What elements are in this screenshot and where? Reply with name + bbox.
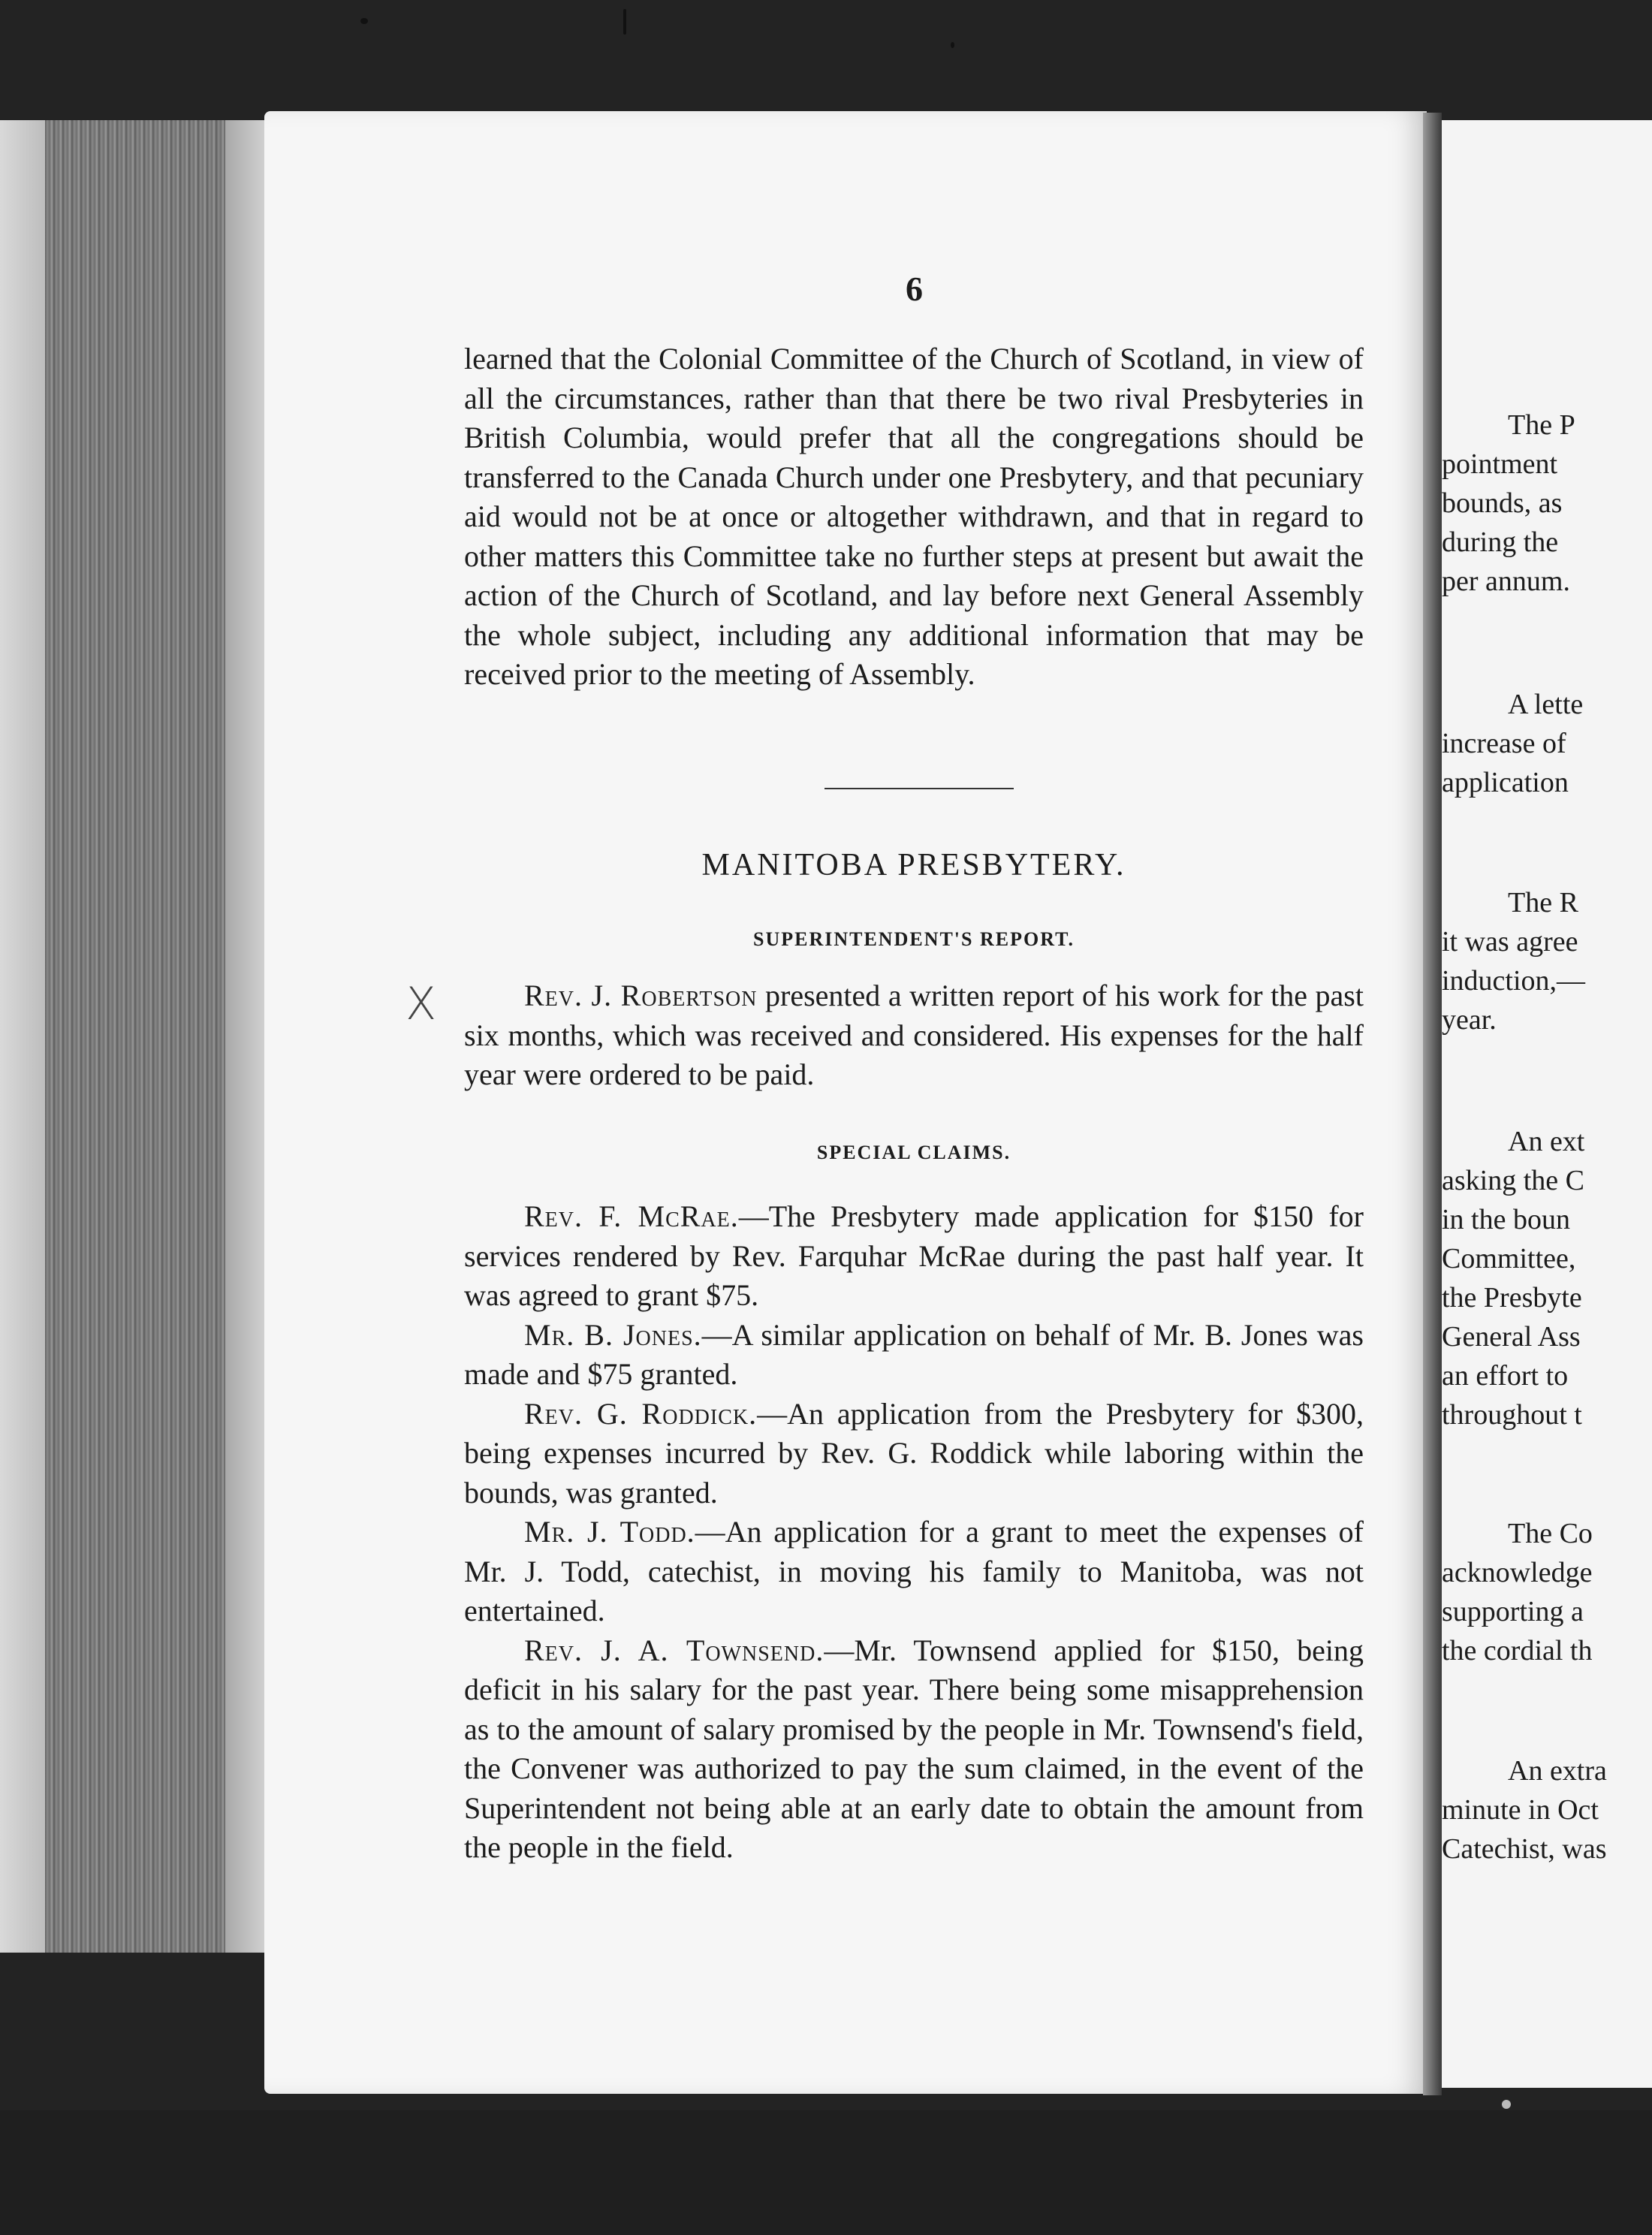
page-edge-shadow xyxy=(225,120,270,1953)
page-number: 6 xyxy=(906,270,923,308)
claim-item xyxy=(464,1395,1364,1513)
superintendent-paragraph xyxy=(464,976,1364,1095)
dust-speck xyxy=(623,9,626,35)
facing-line: General Ass xyxy=(1442,1321,1581,1353)
facing-line: per annum. xyxy=(1442,566,1570,597)
facing-page xyxy=(1442,120,1652,2088)
special-claims-list xyxy=(464,1197,1364,1868)
superintendent-report xyxy=(464,976,1364,1095)
facing-block-4 xyxy=(1442,1122,1652,1434)
continuation-text: learned that the Colonial Committee of the Church of Scotland, in view of all the circumstances, rather than that there be two rival Presbyteries in British Columbia, would prefer that all the congregations should be transferred to the Canada Church under one Presbytery, and that pecuniary aid would not be at once or altogether withdrawn, and that in regard to other matters this Committee take no further steps at present but await the action of the Church of Scotland, and lay before next General Assembly the whole subject, including any additional information that may be received prior to the meeting of Assembly. xyxy=(464,342,1364,691)
facing-line: bounds, as xyxy=(1442,487,1563,519)
claim-item xyxy=(464,1197,1364,1316)
facing-line: asking the C xyxy=(1442,1165,1584,1196)
claim-text: —A similar application on behalf of Mr. B. Jones was made and $75 granted. xyxy=(464,1317,1364,1391)
facing-block-6 xyxy=(1442,1751,1652,1869)
dust-speck xyxy=(360,18,368,24)
section-divider xyxy=(824,788,1014,789)
facing-line: acknowledge xyxy=(1442,1557,1593,1588)
claim-name: Rev. G. Roddick. xyxy=(524,1396,758,1431)
facing-block-2 xyxy=(1442,685,1652,802)
scanner-background-bottom xyxy=(0,2110,1652,2235)
continuation-paragraph xyxy=(464,339,1364,695)
facing-line: An extra xyxy=(1508,1755,1607,1787)
facing-line: the cordial th xyxy=(1442,1635,1593,1666)
facing-line: application xyxy=(1442,767,1569,798)
facing-line: The R xyxy=(1508,887,1578,918)
facing-line: it was agree xyxy=(1442,926,1578,958)
dust-speck xyxy=(951,42,954,48)
dust-speck xyxy=(1502,2100,1511,2109)
facing-block-1 xyxy=(1442,406,1652,601)
book-gutter xyxy=(1423,113,1442,2095)
facing-line: An ext xyxy=(1508,1126,1585,1157)
claim-item xyxy=(464,1513,1364,1631)
facing-block-3 xyxy=(1442,883,1652,1039)
claim-text: —An application for a grant to meet the expenses of Mr. J. Todd, catechist, in moving his family to Manitoba, was not entertained. xyxy=(464,1515,1364,1627)
facing-line: year. xyxy=(1442,1004,1497,1036)
facing-line: induction,— xyxy=(1442,965,1586,997)
claim-name: Rev. J. A. Townsend. xyxy=(524,1633,824,1667)
claim-name: Mr. B. Jones. xyxy=(524,1317,702,1352)
claim-text: —Mr. Townsend applied for $150, being deficit in his salary for the past year. There being some misapprehension as to the amount of salary promised by the people in Mr. Townsend's field, the Convener was authorized to pay the sum claimed, in the event of the Superintendent not being able at an early date to obtain the amount from the people in the field. xyxy=(464,1633,1364,1864)
claim-name: Mr. J. Todd. xyxy=(524,1515,695,1549)
facing-line: increase of xyxy=(1442,728,1566,759)
facing-line: Catechist, was xyxy=(1442,1833,1607,1865)
facing-line: pointment xyxy=(1442,448,1558,480)
handwritten-margin-mark: X xyxy=(405,978,437,1030)
claim-text: —An application from the Presbytery for $300, being expenses incurred by Rev. G. Roddick while laboring within the bounds, was granted. xyxy=(464,1396,1364,1510)
facing-line: an effort to xyxy=(1442,1360,1569,1392)
facing-line: throughout t xyxy=(1442,1399,1582,1431)
section-title: MANITOBA PRESBYTERY. xyxy=(701,848,1126,882)
book-cover-edge xyxy=(0,120,45,1953)
facing-block-5 xyxy=(1442,1514,1652,1670)
facing-line: minute in Oct xyxy=(1442,1794,1599,1826)
facing-line: the Presbyte xyxy=(1442,1282,1582,1314)
report-text: presented a written report of his work for the past six months, which was received and considered. His expenses for the half year were ordered to be paid. xyxy=(464,979,1364,1091)
special-claims-heading: SPECIAL CLAIMS. xyxy=(816,1142,1011,1163)
claim-text: —The Presbytery made application for $150 for services rendered by Rev. Farquhar McRae during the past half year. It was agreed to grant $75. xyxy=(464,1199,1364,1312)
facing-line: in the boun xyxy=(1442,1204,1570,1235)
facing-line: The P xyxy=(1508,409,1575,441)
facing-line: Committee, xyxy=(1442,1243,1576,1274)
facing-line: A lette xyxy=(1508,689,1584,720)
superintendent-report-heading: SUPERINTENDENT'S REPORT. xyxy=(752,928,1075,950)
report-author: Rev. J. Robertson xyxy=(524,979,758,1012)
facing-line: supporting a xyxy=(1442,1596,1584,1627)
claim-name: Rev. F. McRae. xyxy=(524,1199,739,1233)
facing-line: The Co xyxy=(1508,1518,1593,1549)
claim-item xyxy=(464,1631,1364,1868)
facing-line: during the xyxy=(1442,526,1559,558)
claim-item xyxy=(464,1316,1364,1395)
